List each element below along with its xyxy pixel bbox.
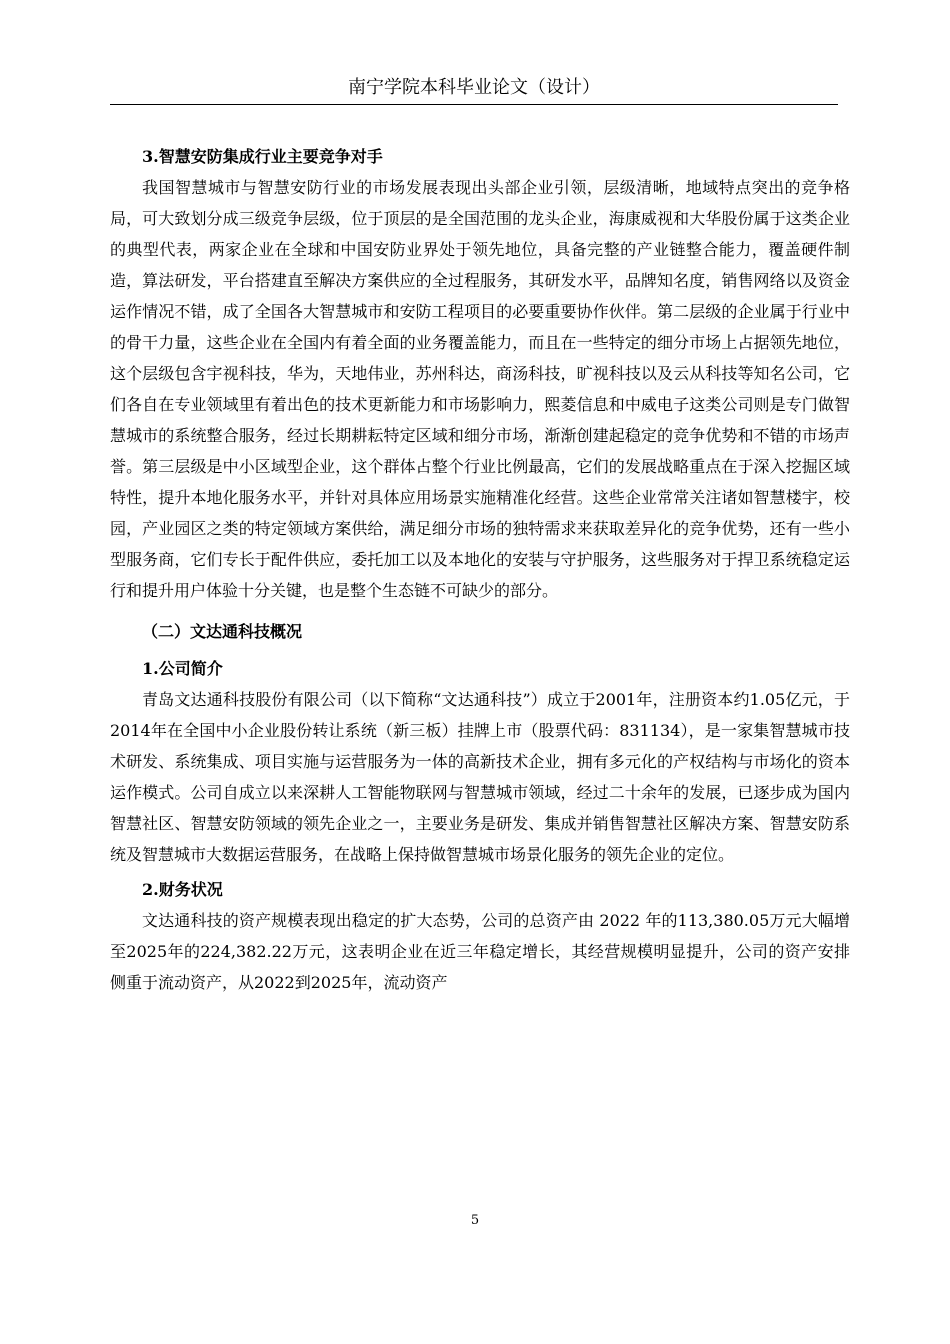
header-divider: [110, 104, 838, 105]
subsection-heading-financial-status: 2.财务状况: [142, 880, 223, 899]
paragraph-competitors: 我国智慧城市与智慧安防行业的市场发展表现出头部企业引领，层级清晰，地域特点突出的竞争格局，可大致划分成三级竞争层级，位于顶层的是全国范围的龙头企业，海康威视和大华股份属于这类企业的典型代表，两家企业在全球和中国安防业界处于领先地位，具备完整的产业链整合能力，覆盖硬件制造，算法研发，平台搭建直至解决方案供应的全过程服务，其研发水平，品牌知名度，销售网络以及资金运作情况不错，成了全国各大智慧城市和安防工程项目的必要重要协作伙伴。第二层级的企业属于行业中的骨干力量，这些企业在全国内有着全面的业务覆盖能力，而且在一些特定的细分市场上占据领先地位，这个层级包含宇视科技，华为，天地伟业，苏州科达，商汤科技，旷视科技以及云从科技等知名公司，它们各自在专业领域里有着出色的技术更新能力和市场影响力，熙菱信息和中威电子这类公司则是专门做智慧城市的系统整合服务，经过长期耕耘特定区域和细分市场，渐渐创建起稳定的竞争优势和不错的市场声誉。第三层级是中小区域型企业，这个群体占整个行业比例最高，它们的发展战略重点在于深入挖掘区域特性，提升本地化服务水平，并针对具体应用场景实施精准化经营。这些企业常常关注诸如智慧楼宇，校园，产业园区之类的特定领域方案供给，满足细分市场的独特需求来获取差异化的竞争优势，还有一些小型服务商，它们专长于配件供应，委托加工以及本地化的安装与守护服务，这些服务对于捍卫系统稳定运行和提升用户体验十分关键，也是整个生态链不可缺少的部分。: [110, 178, 850, 600]
section-heading-company-overview: （二）文达通科技概况: [142, 622, 303, 641]
page-header: 南宁学院本科毕业论文（设计）: [348, 77, 600, 98]
paragraph-financial-status: 文达通科技的资产规模表现出稳定的扩大态势，公司的总资产由 2022 年的113,380.05万元大幅增至2025年的224,382.22万元，这表明企业在近三年稳定增长，其经营规模明显提升，公司的资产安排侧重于流动资产，从2022到2025年，流动资产: [110, 911, 850, 992]
paragraph-company-profile: 青岛文达通科技股份有限公司（以下简称“文达通科技”）成立于2001年，注册资本约1.05亿元，于2014年在全国中小企业股份转让系统（新三板）挂牌上市（股票代码：831134），是一家集智慧城市技术研发、系统集成、项目实施与运营服务为一体的高新技术企业，拥有多元化的产权结构与市场化的资本运作模式。公司自成立以来深耕人工智能物联网与智慧城市领域，经过二十余年的发展，已逐步成为国内智慧社区、智慧安防领域的领先企业之一，主要业务是研发、集成并销售智慧社区解决方案、智慧安防系统及智慧城市大数据运营服务，在战略上保持做智慧城市场景化服务的领先企业的定位。: [110, 690, 850, 864]
page-number: 5: [470, 1213, 480, 1228]
subsection-heading-company-profile: 1.公司简介: [142, 659, 223, 678]
document-body: [110, 141, 850, 998]
subsection-heading-competitors: 3.智慧安防集成行业主要竞争对手: [142, 147, 383, 166]
